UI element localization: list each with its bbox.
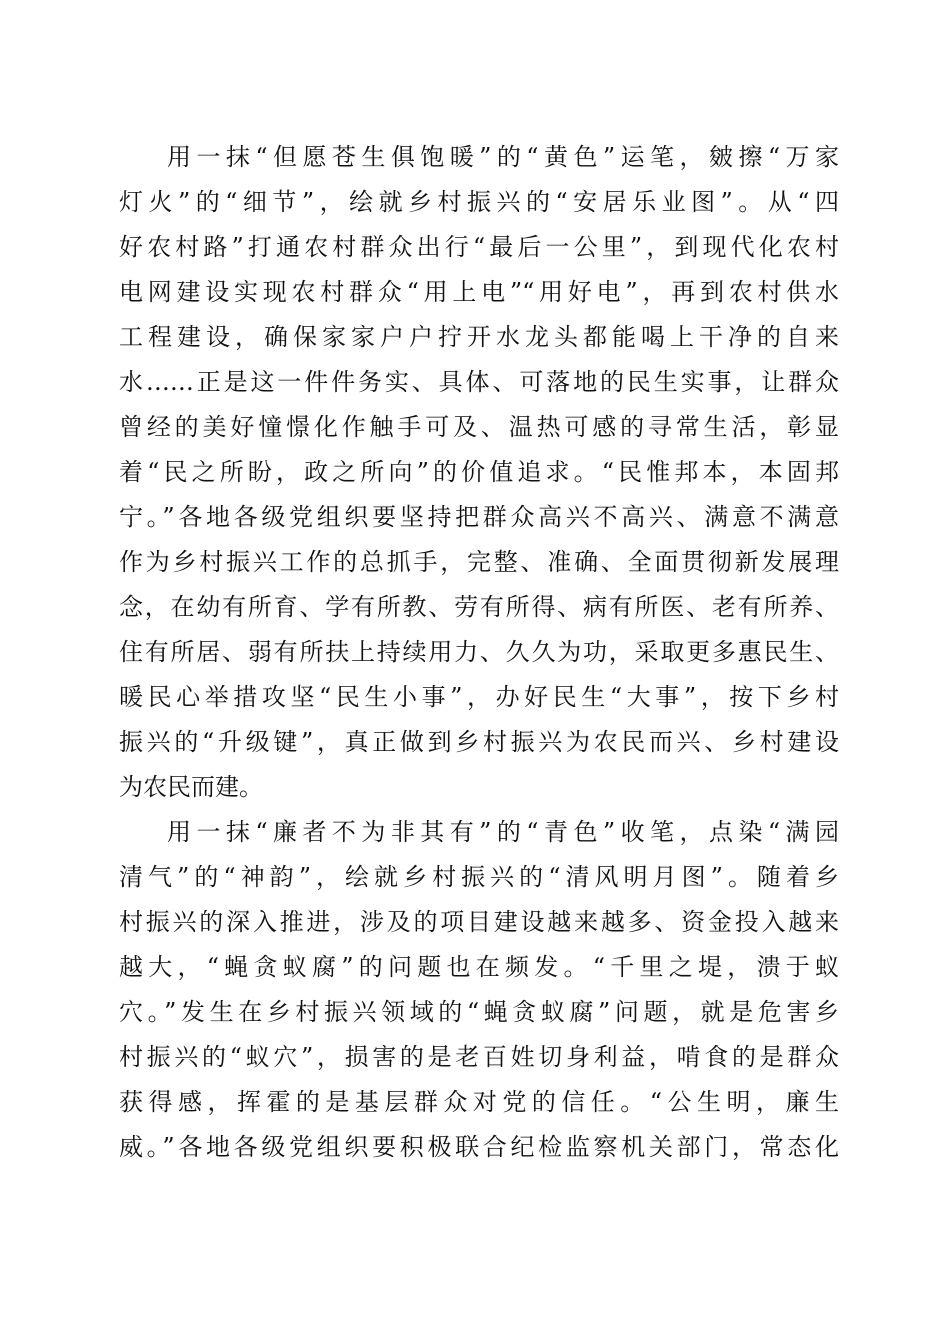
- paragraph-line: 作为乡村振兴工作的总抓手，完整、准确、全面贯彻新发展理: [119, 548, 839, 576]
- paragraph-line: 振兴的“升级键”，真正做到乡村振兴为农民而兴、乡村建设: [119, 728, 839, 756]
- paragraph-line: 穴。”发生在乡村振兴领域的“蝇贪蚁腐”问题，就是危害乡: [119, 998, 839, 1026]
- paragraph-line: 暖民心举措攻坚“民生小事”，办好民生“大事”，按下乡村: [119, 683, 839, 711]
- paragraph-line: 威。”各地各级党组织要积极联合纪检监察机关部门，常态化: [119, 1133, 839, 1161]
- paragraph-line: 水……正是这一件件务实、具体、可落地的民生实事，让群众: [119, 368, 839, 396]
- paragraph-line: 获得感，挥霍的是基层群众对党的信任。“公生明，廉生: [119, 1088, 839, 1116]
- paragraph-line: 曾经的美好憧憬化作触手可及、温热可感的寻常生活，彰显: [119, 413, 839, 441]
- document-body: [119, 135, 839, 1170]
- paragraph-1: [119, 135, 839, 810]
- paragraph-line: 村振兴的“蚁穴”，损害的是老百姓切身利益，啃食的是群众: [119, 1043, 839, 1071]
- paragraph-line: 越大，“蝇贪蚁腐”的问题也在频发。“千里之堤，溃于蚁: [119, 953, 839, 981]
- paragraph-line: 好农村路”打通农村群众出行“最后一公里”，到现代化农村: [119, 233, 839, 261]
- paragraph-line: 电网建设实现农村群众“用上电”“用好电”，再到农村供水: [119, 278, 839, 306]
- paragraph-line: 住有所居、弱有所扶上持续用力、久久为功，采取更多惠民生、: [119, 638, 839, 666]
- paragraph-line: 清气”的“神韵”，绘就乡村振兴的“清风明月图”。随着乡: [119, 863, 839, 891]
- paragraph-line: 用一抹“廉者不为非其有”的“青色”收笔，点染“满园: [167, 818, 839, 846]
- paragraph-line: 村振兴的深入推进，涉及的项目建设越来越多、资金投入越来: [119, 908, 839, 936]
- paragraph-line: 宁。”各地各级党组织要坚持把群众高兴不高兴、满意不满意: [119, 503, 839, 531]
- paragraph-line: 念，在幼有所育、学有所教、劳有所得、病有所医、老有所养、: [119, 593, 839, 621]
- paragraph-line: 为农民而建。: [119, 773, 263, 801]
- paragraph-line: 工程建设，确保家家户户拧开水龙头都能喝上干净的自来: [119, 323, 839, 351]
- paragraph-2: [119, 810, 839, 1170]
- paragraph-line: 用一抹“但愿苍生俱饱暖”的“黄色”运笔，皴擦“万家: [167, 143, 839, 171]
- paragraph-line: 着“民之所盼，政之所向”的价值追求。“民惟邦本，本固邦: [119, 458, 839, 486]
- paragraph-line: 灯火”的“细节”，绘就乡村振兴的“安居乐业图”。从“四: [119, 188, 839, 216]
